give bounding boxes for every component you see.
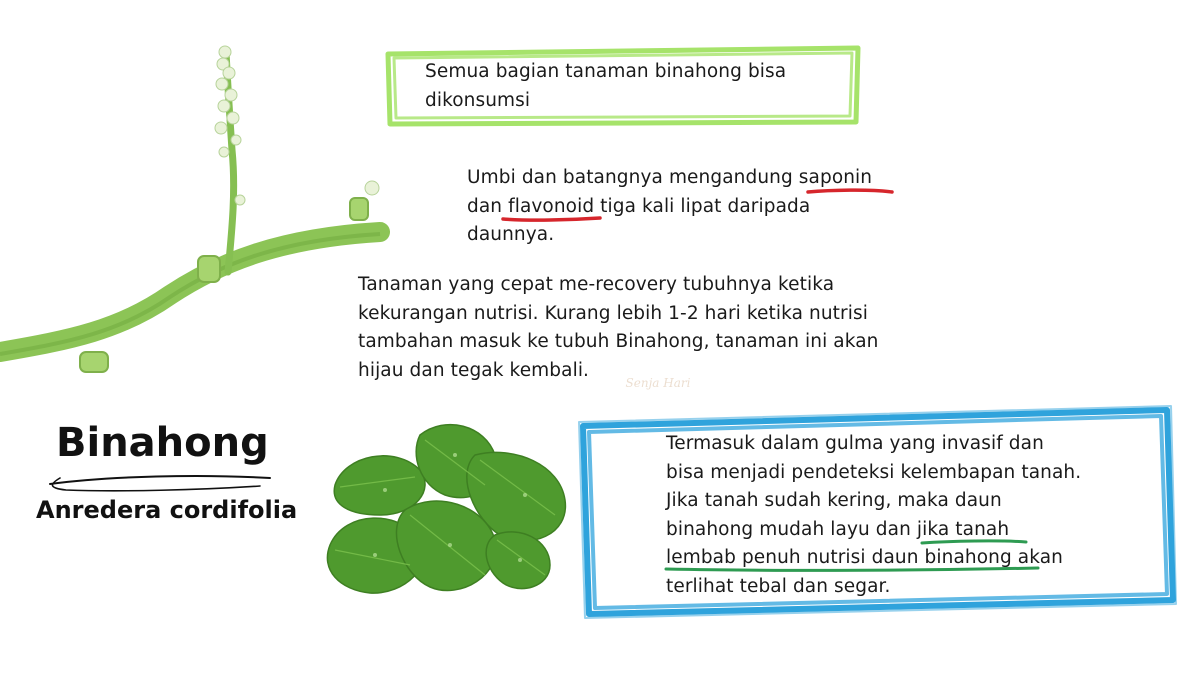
- watermark-text-2: Hari: [663, 376, 691, 390]
- fact-consumable-line-2: dikonsumsi: [425, 89, 531, 111]
- fact-consumable-line-1: Semua bagian tanaman binahong bisa: [425, 61, 787, 82]
- saponin-highlight: saponin: [798, 167, 873, 188]
- fact-saponin-text-2c: tiga kali lipat daripada: [594, 195, 811, 217]
- fact-invasive-line-2: bisa menjadi pendeteksi kelembapan tanah.: [666, 461, 1082, 483]
- fact-recovery-line-3: tambahan masuk ke tubuh Binahong, tanaman ini akan: [358, 331, 879, 352]
- page-subtitle: Anredera cordifolia: [36, 496, 298, 524]
- fact-invasive-line-6: terlihat tebal dan segar.: [666, 575, 891, 597]
- fact-invasive-line-3: Jika tanah sudah kering, maka daun: [666, 490, 1002, 511]
- flavonoid-highlight: flavonoid: [508, 195, 595, 217]
- watermark-text-1: Senja: [625, 376, 660, 390]
- page-title: Binahong: [56, 420, 269, 466]
- fact-invasive-line-1: Termasuk dalam gulma yang invasif dan: [666, 433, 1044, 454]
- fact-invasive-text-5b: akan: [1011, 547, 1063, 568]
- fact-saponin-line-3: daunnya.: [467, 224, 555, 245]
- fact-saponin-text-1a: Umbi dan batangnya mengandung: [467, 167, 799, 188]
- lembab-highlight: lembab penuh nutrisi daun binahong: [666, 547, 1012, 568]
- fact-saponin-text-2a: dan: [467, 195, 509, 217]
- fact-recovery-line-1: Tanaman yang cepat me-recovery tubuhnya ketika: [358, 274, 835, 295]
- fact-recovery-line-2: kekurangan nutrisi. Kurang lebih 1-2 hari ketika nutrisi: [358, 302, 868, 324]
- jika-tanah-highlight: jika tanah: [916, 518, 1010, 540]
- fact-recovery-line-4: hijau dan tegak kembali.: [358, 359, 590, 381]
- fact-invasive-text-4a: binahong mudah layu dan: [666, 518, 917, 540]
